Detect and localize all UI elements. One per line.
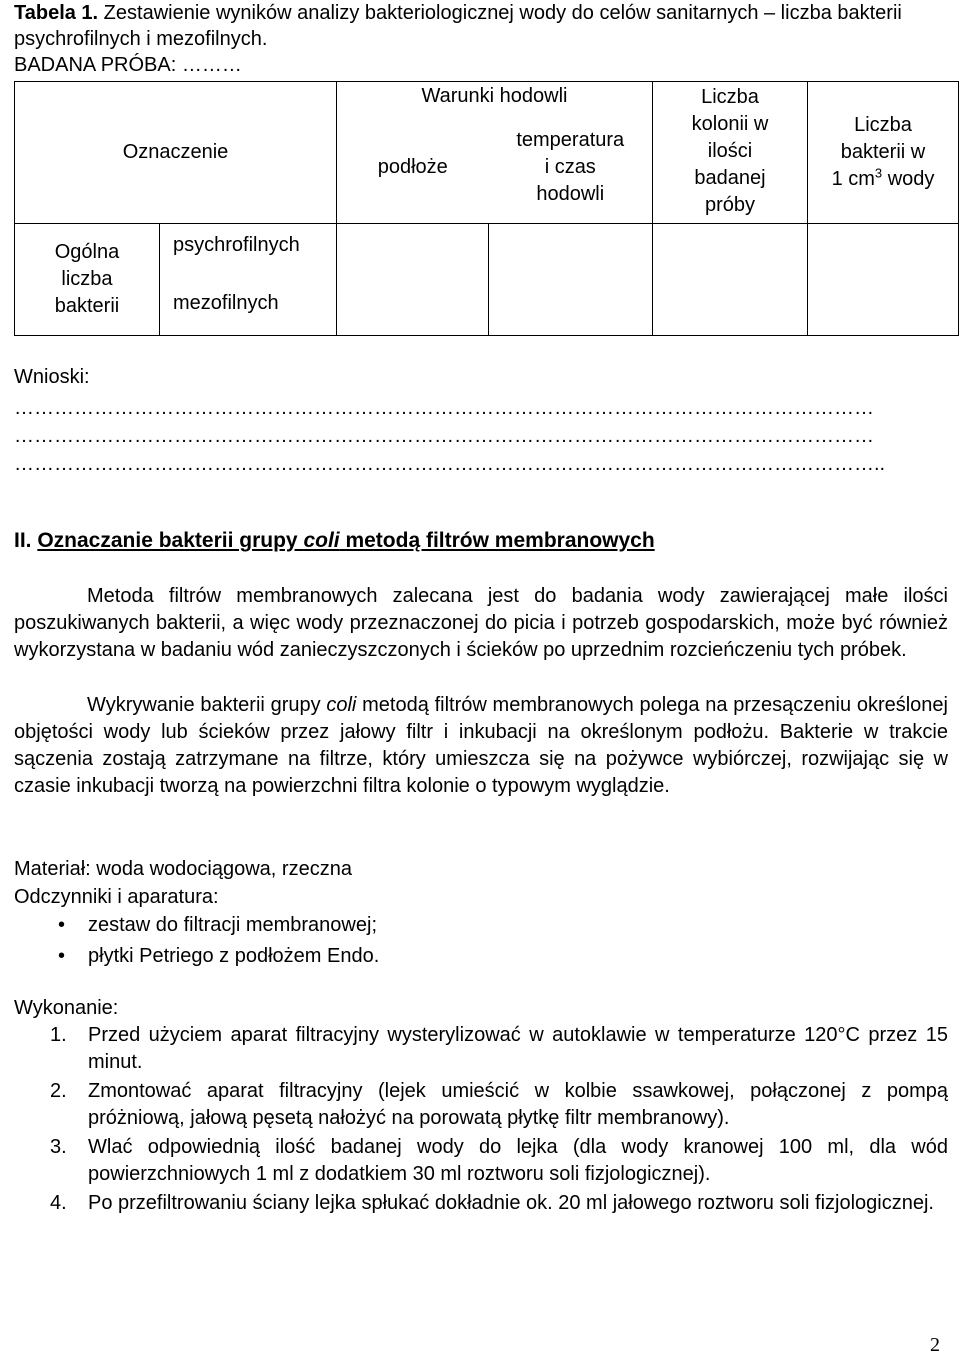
table-caption [14,0,954,78]
procedure-steps [14,1022,948,1219]
material-line: Materiał: woda wodociągowa, rzeczna [14,858,352,880]
conclusions-line: ………………………………………………………………………………………………………………… [14,425,874,447]
row-label-psychrofilnych: psychrofilnych [160,224,337,280]
list-item: 2. Zmontować aparat filtracyjny (lejek umieścić w kolbie ssawkowej, połączonej z pompą próżniową, jałową pęsetą nałożyć na porowatą płytkę filtr membranowy). [50,1080,948,1129]
table-row [15,224,959,280]
paragraph-method: Metoda filtrów membranowych zalecana jest do badania wody zawierającej małe ilości poszukiwanych bakterii, a więc wody przeznaczonej do picia i potrzeb gospodarskich, może być również wykorzystana w badaniu wód zanieczyszczonych i ścieków po uprzednim rozcieńczeniu tych próbek. [14,585,948,661]
section-title: II. Oznaczanie bakterii grupy coli metodą filtrów membranowych [14,529,655,552]
procedure-label: Wykonanie: [14,997,119,1019]
sample-label: BADANA PRÓBA: ……… [14,54,242,76]
row-label-mezofilnych: mezofilnych [160,280,337,336]
cell-temperatura [489,224,653,336]
list-item: 1. Przed użyciem aparat filtracyjny wysterylizować w autoklawie w temperaturze 120°C przez 15 minut. [50,1024,948,1073]
header-oznaczenie: Oznaczenie [15,82,337,224]
header-podloze: podłoże [337,112,489,224]
header-liczba-kolonii: Liczba kolonii w ilości badanej próby [653,82,808,224]
table-label: Tabela 1. [14,2,99,24]
header-liczba-bakterii: Liczba bakterii w 1 $cm^3$ wody [808,82,959,224]
table-caption-text: Zestawienie wyników analizy bakteriologicznej wody do celów sanitarnych – liczba bakterii psychrofilnych i mezofilnych. [14,2,902,50]
cell-podloze [337,224,489,336]
bullet-icon: • [58,914,66,936]
conclusions-line: ………………………………………………………………………………………………………………….. [14,453,886,475]
cell-liczba-bakterii [808,224,959,336]
header-temperatura: temperatura i czas hodowli [489,112,653,224]
list-item: 4. Po przefiltrowaniu ściany lejka spłukać dokładnie ok. 20 ml jałowego roztworu soli fizjologicznej. [50,1192,934,1214]
results-table [14,81,959,336]
reagents-label: Odczynniki i aparatura: [14,886,219,908]
list-item: 3. Wlać odpowiednią ilość badanej wody do lejka (dla wody kranowej 100 ml, dla wód powierzchniowych 1 ml z dodatkiem 30 ml roztworu soli fizjologicznej). [50,1136,948,1185]
conclusions-line: ………………………………………………………………………………………………………………… [14,397,874,419]
list-item: • zestaw do filtracji membranowej; [14,912,379,943]
paragraph-detection: Wykrywanie bakterii grupy coli metodą filtrów membranowych polega na przesączeniu określonej objętości wody lub ścieków przez jałowy filtr i inkubacji na określonym podłożu. Bakterie w trakcie sączenia zostają zatrzymane na filtrze, który umieszcza się na pożywce wybiórczej, rozwijając się w czasie inkubacji tworzą na powierzchni filtra kolonie o typowym wyglądzie. [14,694,948,797]
header-warunki-hodowli: Warunki hodowli [337,82,653,112]
reagents-list [14,912,379,974]
cell-liczba-kolonii [653,224,808,336]
bullet-icon: • [58,945,66,967]
conclusions-label: Wnioski: [14,366,90,388]
page-number: 2 [930,1334,940,1356]
list-item: • płytki Petriego z podłożem Endo. [14,943,379,974]
row-group-ogolna-liczba-bakterii: Ogólna liczba bakterii [15,224,160,336]
